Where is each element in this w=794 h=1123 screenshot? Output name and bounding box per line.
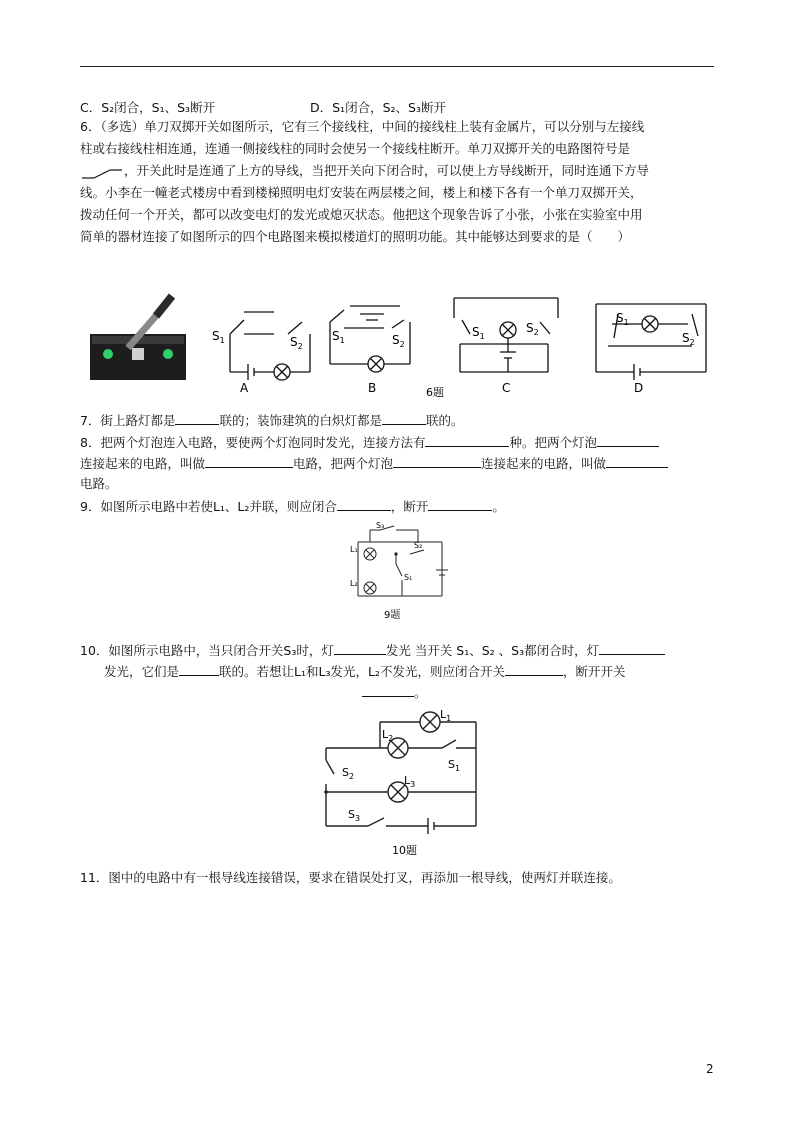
d-s2-label: $S_2$ xyxy=(682,331,695,347)
q9-l2-label: L₂ xyxy=(350,579,358,588)
q9-caption: 9题 xyxy=(384,610,401,621)
b-label: B xyxy=(368,381,377,395)
q10-blank3[interactable] xyxy=(179,661,219,676)
q10-s3-label: $S_3$ xyxy=(348,808,361,823)
q10-caption: 10题 xyxy=(392,844,417,857)
q10-s1-label: $S_1$ xyxy=(448,758,461,773)
q6-line4: 线。小李在一幢老式楼房中看到楼梯照明电灯安装在两层楼之间，楼上和楼下各有一个单刀双掷开关， xyxy=(80,185,643,200)
q6-line1: 6．（多选）单刀双掷开关如图所示，它有三个接线柱，中间的接线柱上装有金属片，可以分别与左接线 xyxy=(80,119,645,134)
d-label: D xyxy=(634,381,644,395)
q8-blank3[interactable] xyxy=(205,453,293,468)
q8-line1: 8．把两个灯泡连入电路，要使两个灯泡同时发光，连接方法有 种。把两个灯泡 xyxy=(80,432,659,453)
q8-blank1[interactable] xyxy=(425,432,509,447)
q9-blank1[interactable] xyxy=(337,496,391,511)
q6-line2: 柱或右接线柱相连通，连通一侧接线柱的同时会使另一个接线柱断开。单刀双掷开关的电路图符号是 xyxy=(80,141,631,156)
option-c: C．S₂闭合，S₁、S₃断开 xyxy=(80,100,216,115)
q10-s2-label: $S_2$ xyxy=(342,766,355,781)
q7-blank2[interactable] xyxy=(382,410,426,425)
q8-blank5[interactable] xyxy=(606,453,668,468)
circuit-c xyxy=(454,298,558,372)
c-label: C xyxy=(502,381,511,395)
a-label: A xyxy=(240,381,249,395)
q6-line3: ，开关此时是连通了上方的导线，当把开关向下闭合时，可以使上方导线断开，同时连通下方导 xyxy=(124,163,650,178)
b-s2-label: $S_2$ xyxy=(392,333,405,349)
q8-line2: 连接起来的电路，叫做 电路，把两个灯泡 连接起来的电路，叫做 xyxy=(80,453,668,474)
q9-figure xyxy=(340,520,450,627)
q9: 9．如图所示电路中若使L₁、L₂并联，则应闭合 ，断开 。 xyxy=(80,496,505,517)
q9-s3-label: S₃ xyxy=(376,521,385,530)
q8-blank4[interactable] xyxy=(393,453,481,468)
header-rule xyxy=(80,66,714,67)
q9-s2-label: S₂ xyxy=(414,541,423,550)
q8-blank2[interactable] xyxy=(597,432,659,447)
c-s1-label: $S_1$ xyxy=(472,325,485,341)
q6-figure xyxy=(88,292,728,405)
a-s2-label: $S_2$ xyxy=(290,335,303,351)
a-s1-label: $S_1$ xyxy=(212,329,225,345)
q10-l2-label: $L_2$ xyxy=(382,728,394,743)
q10-line3: 。 xyxy=(362,682,427,703)
knife-switch-photo xyxy=(90,296,186,380)
d-s1-label: $S_1$ xyxy=(616,311,629,327)
q10-blank2[interactable] xyxy=(599,640,665,655)
q8-line3: 电路。 xyxy=(80,476,118,491)
q6-line5: 拨动任何一个开关，都可以改变电灯的发光或熄灭状态。他把这个现象告诉了小张，小张在实验室中用 xyxy=(80,207,643,222)
q10-blank1[interactable] xyxy=(334,640,386,655)
q9-blank2[interactable] xyxy=(428,496,492,511)
q7-blank1[interactable] xyxy=(175,410,219,425)
q10-l1-label: $L_1$ xyxy=(440,708,452,723)
q10-blank4[interactable] xyxy=(505,661,563,676)
q9-l1-label: L₁ xyxy=(350,545,358,554)
q6-caption: 6题 xyxy=(426,386,444,399)
q10-l3-label: $L_3$ xyxy=(404,774,416,789)
q6-line6: 简单的器材连接了如图所示的四个电路图来模拟楼道灯的照明功能。其中能够达到要求的是（ ） xyxy=(80,229,631,244)
q9-s1-label: S₁ xyxy=(404,573,413,582)
option-d: D．S₁闭合，S₂、S₃断开 xyxy=(310,100,446,115)
c-s2-label: $S_2$ xyxy=(526,321,539,337)
q10-figure xyxy=(316,702,486,865)
q7: 7．街上路灯都是 联的；装饰建筑的白炽灯都是 联的。 xyxy=(80,410,464,431)
page-number: 2 xyxy=(706,1062,714,1076)
b-s1-label: $S_1$ xyxy=(332,329,345,345)
q10-line2: 发光，它们是 联的。若想让L₁和L₃发光，L₂不发光，则应闭合开关 ，断开开关 xyxy=(104,661,625,682)
q11: 11．图中的电路中有一根导线连接错误，要求在错误处打叉，再添加一根导线，使两灯并联连接。 xyxy=(80,870,621,885)
q10-blank5[interactable] xyxy=(362,682,414,697)
q10-line1: 10．如图所示电路中，当只闭合开关S₃时，灯 发光 当开关 S₁、S₂ 、S₃都闭合时，灯 xyxy=(80,640,665,661)
